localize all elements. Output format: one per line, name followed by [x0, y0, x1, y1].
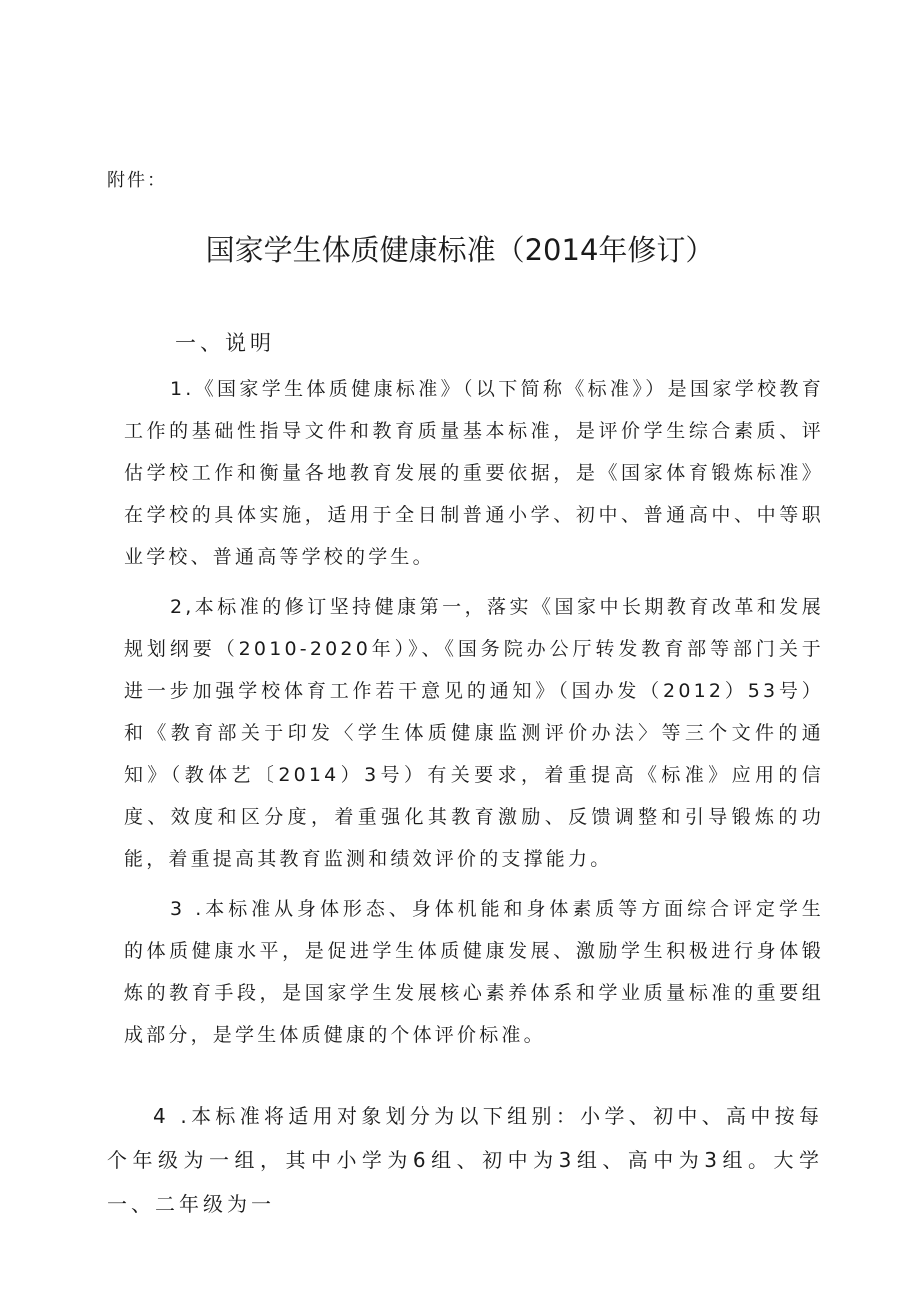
paragraph-1 [124, 368, 824, 578]
paragraph-4-text: 4 .本标准将适用对象划分为以下组别：小学、初中、高中按每个年级为一组，其中小学为6组、初中为3组、高中为3组。大学一、二年级为一 [107, 1104, 823, 1216]
paragraph-2 [124, 586, 824, 880]
document-title: 国家学生体质健康标准（2014年修订） [205, 233, 715, 267]
paragraph-4 [107, 1094, 823, 1226]
paragraph-3 [124, 888, 824, 1056]
paragraph-3-text: 3 .本标准从身体形态、身体机能和身体素质等方面综合评定学生的体质健康水平，是促进学生体质健康发展、激励学生积极进行身体锻炼的教育手段，是国家学生发展核心素养体系和学业质量标准的重要组成部分，是学生体质健康的个体评价标准。 [124, 898, 824, 1046]
attachment-label: 附件： [107, 170, 167, 191]
section-heading: 一、说明 [175, 331, 275, 355]
paragraph-1-text: 1.《国家学生体质健康标准》（以下简称《标准》）是国家学校教育工作的基础性指导文件和教育质量基本标准，是评价学生综合素质、评估学校工作和衡量各地教育发展的重要依据，是《国家体育锻炼标准》在学校的具体实施，适用于全日制普通小学、初中、普通高中、中等职业学校、普通高等学校的学生。 [124, 378, 824, 568]
paragraph-2-text: 2,本标准的修订坚持健康第一，落实《国家中长期教育改革和发展规划纲要（2010-2020年）》、《国务院办公厅转发教育部等部门关于进一步加强学校体育工作若干意见的通知》（国办发（2012）53号）和《教育部关于印发〈学生体质健康监测评价办法〉等三个文件的通知》（教体艺〔2014）3号）有关要求，着重提高《标准》应用的信度、效度和区分度，着重强化其教育激励、反馈调整和引导锻炼的功能，着重提高其教育监测和绩效评价的支撑能力。 [124, 596, 824, 870]
